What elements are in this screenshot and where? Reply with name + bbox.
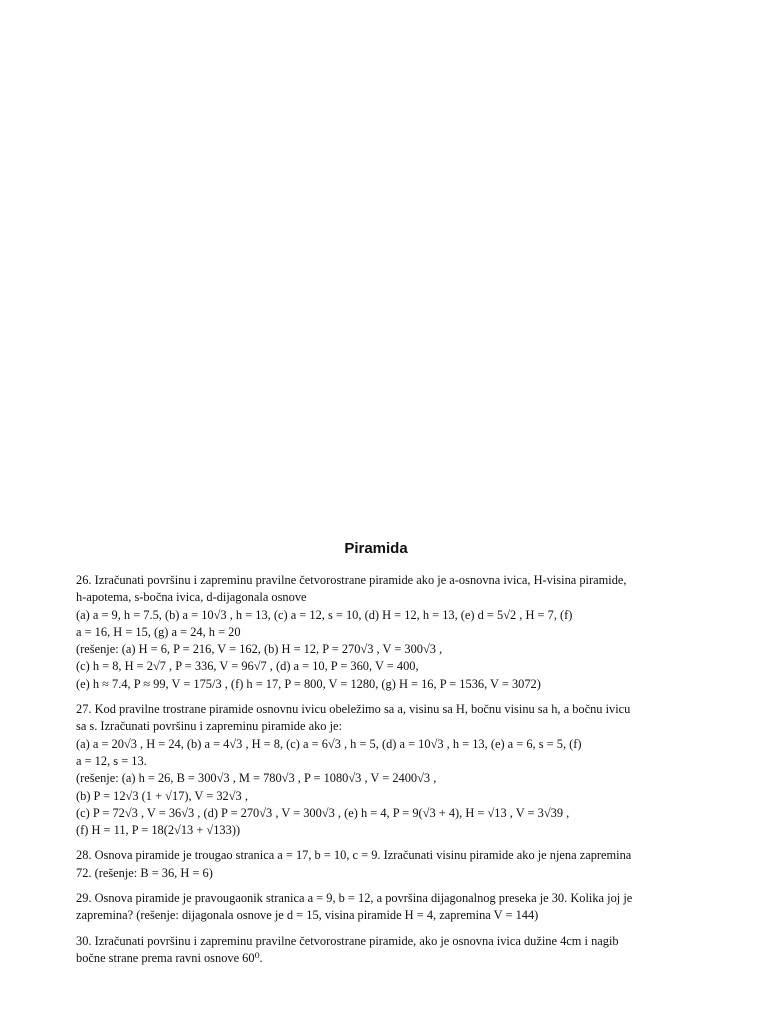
problem-text: bočne strane prema ravni osnove 60⁰. [76, 950, 263, 965]
solution-line: (c) h = 8, H = 2√7 , P = 336, V = 96√7 , (d) a = 10, P = 360, V = 400, [76, 659, 419, 674]
problem-text: 26. Izračunati površinu i zapreminu pravilne četvorostrane piramide ako je a-osnovna ivica, H-visina piramide, [76, 573, 627, 587]
document-page [76, 538, 676, 975]
section-title: Piramida [344, 540, 408, 557]
problem-cases: (a) a = 20√3 , H = 24, (b) a = 4√3 , H = 8, (c) a = 6√3 , h = 5, (d) a = 10√3 , h = 13, (e) a = 6, s = 5, (f) [76, 736, 582, 751]
problem-27 [76, 701, 676, 839]
solution-line: (e) h ≈ 7.4, P ≈ 99, V = 175/3 , (f) h = 17, P = 800, V = 1280, (g) H = 16, P = 1536, V = 3072) [76, 676, 541, 691]
problem-cases: (a) a = 9, h = 7.5, (b) a = 10√3 , h = 13, (c) a = 12, s = 10, (d) H = 12, h = 13, (e) d = 5√2 , H = 7, (f) [76, 607, 573, 622]
problem-text: 72. (rešenje: B = 36, H = 6) [76, 865, 213, 880]
problem-text: sa s. Izračunati površinu i zapreminu piramide ako je: [76, 719, 342, 734]
problem-text: h-apotema, s-bočna ivica, d-dijagonala osnove [76, 590, 307, 605]
solution-line: (rešenje: (a) H = 6, P = 216, V = 162, (b) H = 12, P = 270√3 , V = 300√3 , [76, 642, 443, 657]
problem-text: zapremina? (rešenje: dijagonala osnove je d = 15, visina piramide H = 4, zapremina V = 144) [76, 908, 539, 923]
problem-29 [76, 890, 676, 925]
problem-30 [76, 933, 676, 968]
problem-text: 29. Osnova piramide je pravougaonik stranica a = 9, b = 12, a površina dijagonalnog preseka je 30. Kolika joj je [76, 891, 633, 906]
problem-cases: a = 12, s = 13. [76, 753, 147, 768]
solution-line: (c) P = 72√3 , V = 36√3 , (d) P = 270√3 , V = 300√3 , (e) h = 4, P = 9(√3 + 4), H = √13 , V = 3√39 , [76, 805, 570, 820]
solution-line: (f) H = 11, P = 18(2√13 + √133)) [76, 823, 241, 838]
problem-text: 28. Osnova piramide je trougao stranica a = 17, b = 10, c = 9. Izračunati visinu piramide ako je njena zapremina [76, 848, 632, 863]
solution-line: (b) P = 12√3 (1 + √17), V = 32√3 , [76, 788, 248, 803]
problem-26 [76, 572, 676, 693]
problem-28 [76, 847, 676, 882]
problem-cases: a = 16, H = 15, (g) a = 24, h = 20 [76, 624, 241, 639]
solution-line: (rešenje: (a) h = 26, B = 300√3 , M = 780√3 , P = 1080√3 , V = 2400√3 , [76, 771, 437, 786]
problem-text: 27. Kod pravilne trostrane piramide osnovnu ivicu obeležimo sa a, visinu sa H, bočnu visinu sa h, a bočnu ivicu [76, 702, 631, 717]
problem-text: 30. Izračunati površinu i zapreminu pravilne četvorostrane piramide, ako je osnovna ivica dužine 4cm i nagib [76, 933, 619, 948]
